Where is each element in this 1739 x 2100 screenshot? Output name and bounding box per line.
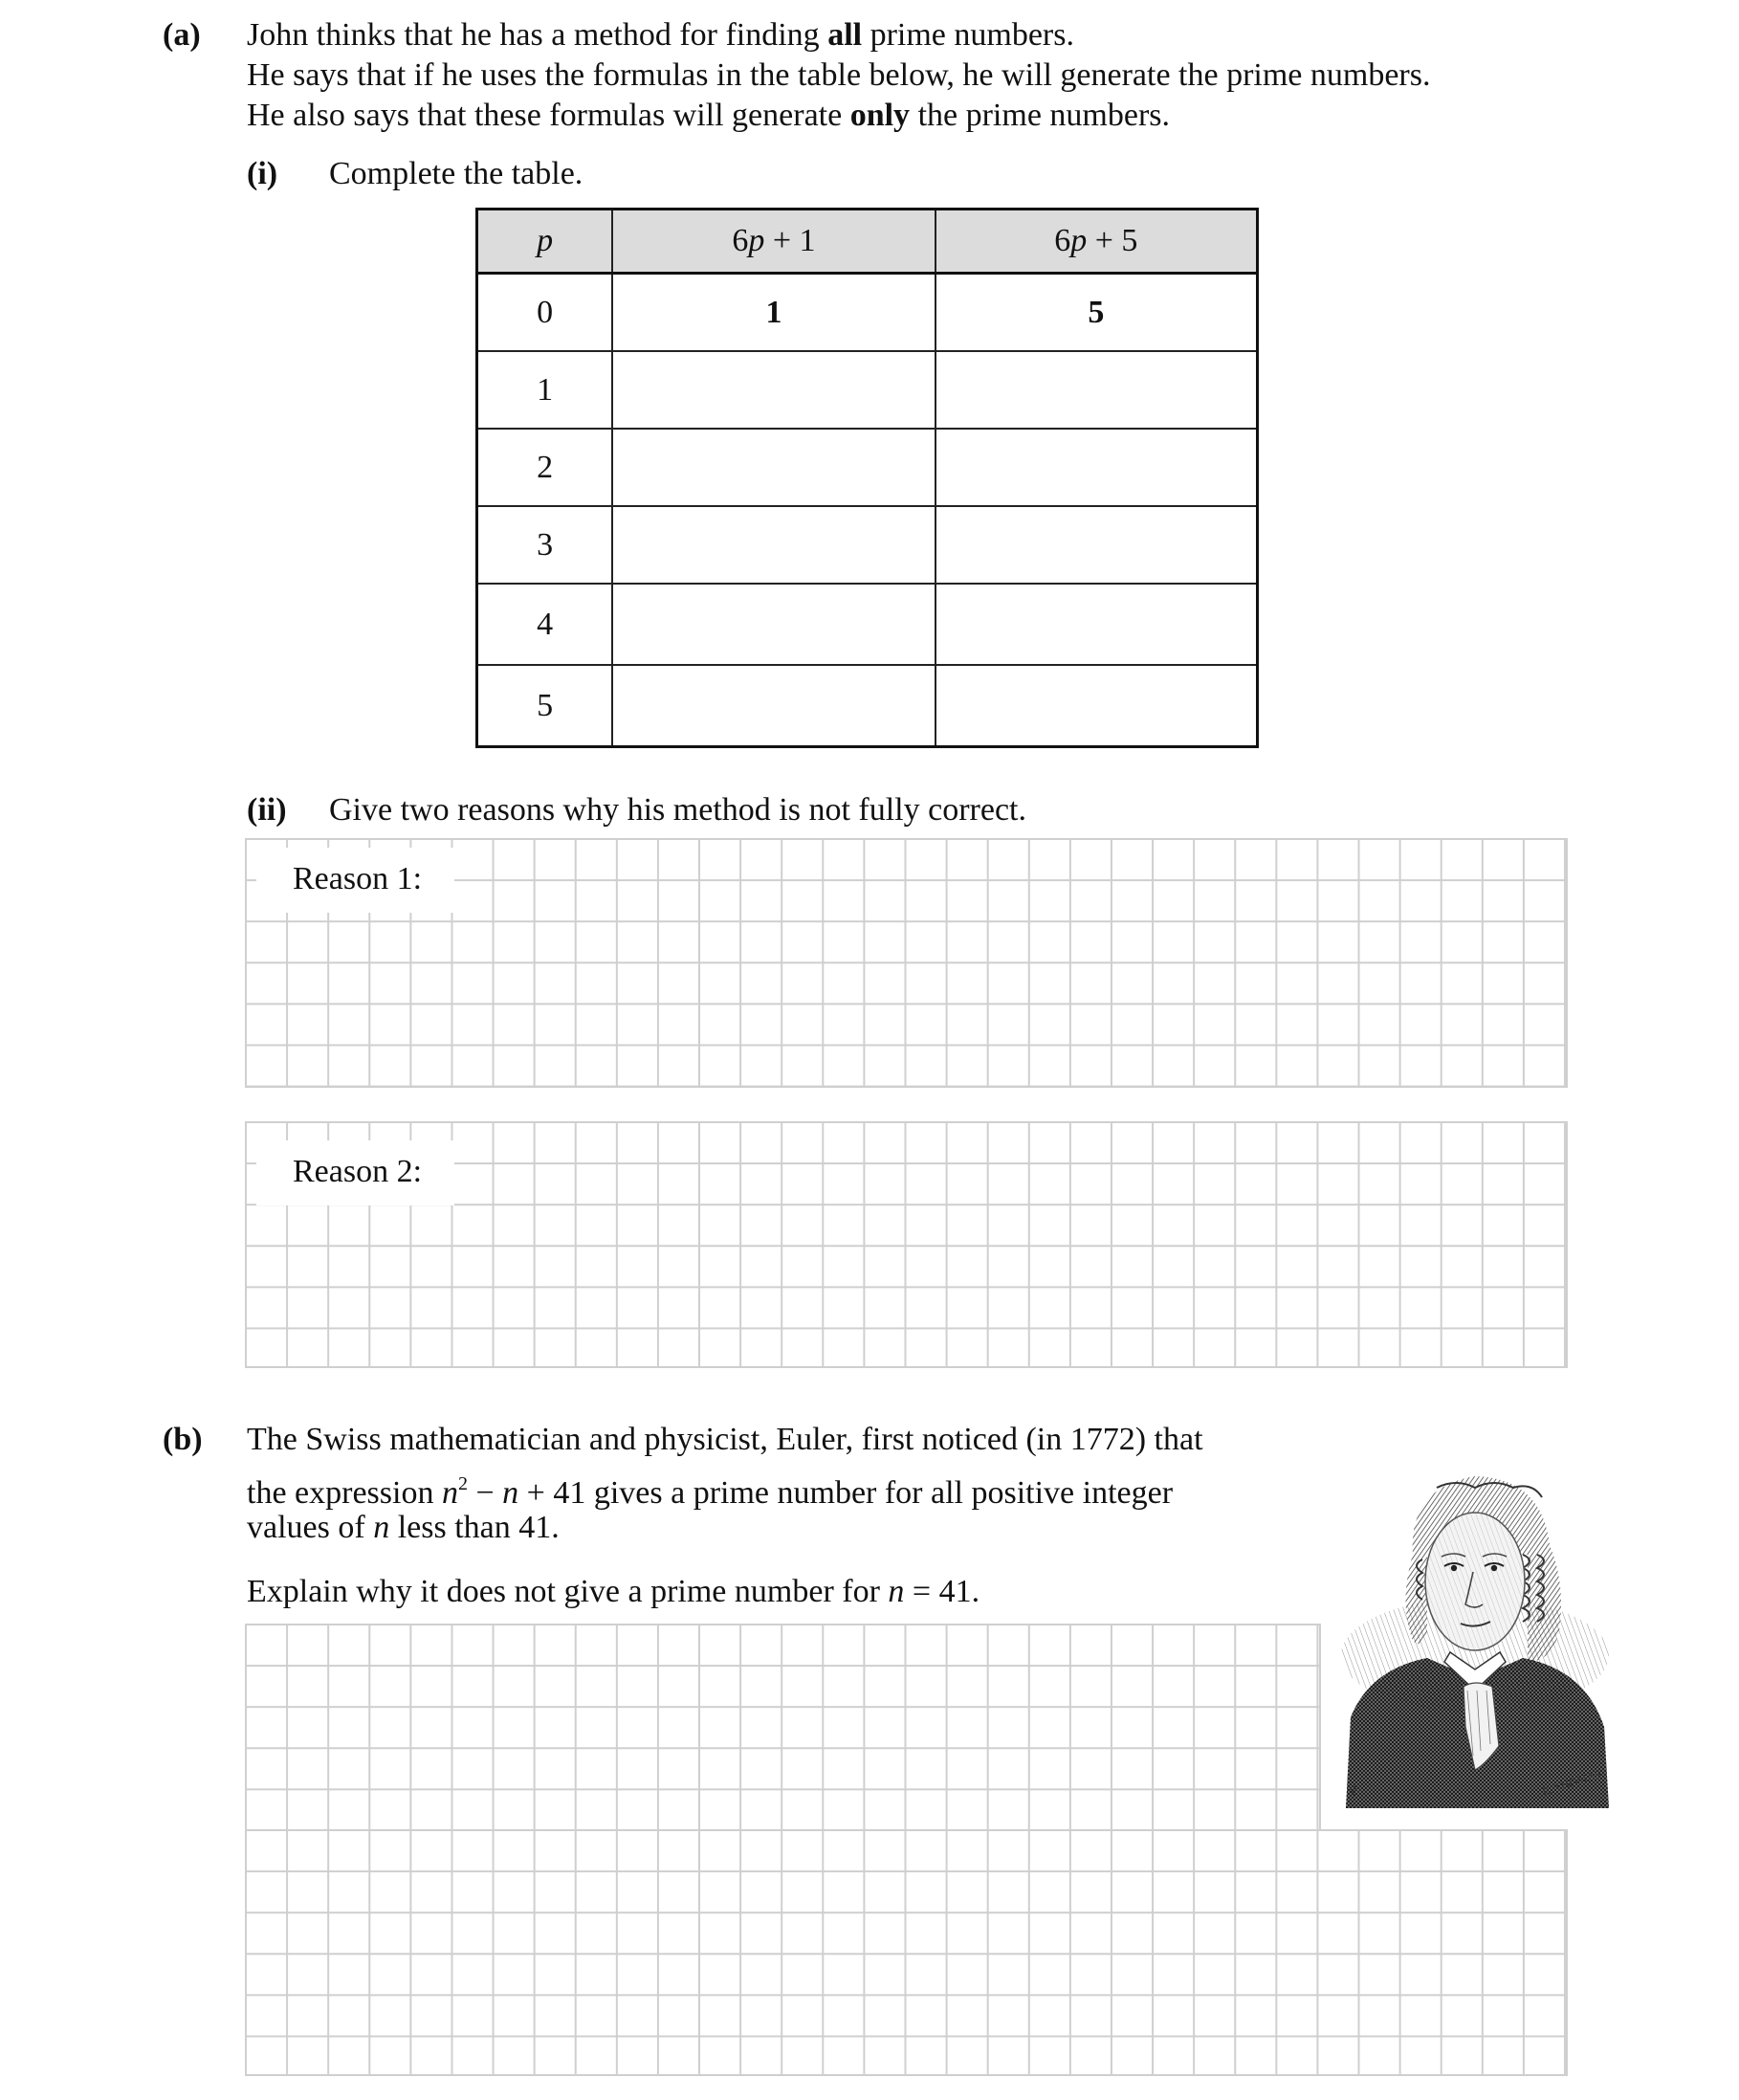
rest: + 1 bbox=[764, 223, 816, 258]
table-row bbox=[477, 351, 1258, 429]
euler-portrait-image bbox=[1332, 1440, 1618, 1813]
sub-ii-prompt: Give two reasons why his method is not fully correct. bbox=[329, 792, 1026, 828]
text: the expression bbox=[247, 1475, 442, 1511]
table-row bbox=[477, 506, 1258, 584]
answer-cell-6p-plus-1[interactable] bbox=[612, 351, 935, 429]
answer-cell-6p-plus-5[interactable] bbox=[936, 351, 1258, 429]
constant: + 41 bbox=[518, 1475, 586, 1511]
part-a-line-2: He says that if he uses the formulas in the table below, he will generate the prime numbers. bbox=[247, 57, 1431, 93]
svg-text:H.: H. bbox=[1347, 1780, 1364, 1799]
table-row bbox=[477, 274, 1258, 352]
var-n: n bbox=[502, 1475, 519, 1511]
part-a-line-1 bbox=[247, 15, 1074, 55]
emphasis-only: only bbox=[849, 98, 911, 133]
header-p bbox=[477, 210, 613, 274]
part-b-label: (b) bbox=[163, 1422, 203, 1457]
answer-cell-6p-plus-5[interactable] bbox=[936, 506, 1258, 584]
text: John thinks that he has a method for finding bbox=[247, 17, 828, 53]
part-b-line-1: The Swiss mathematician and physicist, Euler, first noticed (in 1772) that bbox=[247, 1422, 1203, 1457]
part-b-prompt bbox=[247, 1572, 980, 1612]
part-b-line-2 bbox=[247, 1464, 1173, 1514]
exponent: 2 bbox=[457, 1473, 468, 1494]
var-n: n bbox=[373, 1510, 390, 1545]
part-a-label: (a) bbox=[163, 17, 201, 53]
part-b-answer-area-lower[interactable] bbox=[245, 1829, 1568, 2076]
reason-1-answer-area[interactable] bbox=[245, 838, 1568, 1088]
cell-p: 1 bbox=[477, 351, 613, 429]
part-b-answer-area-upper[interactable] bbox=[245, 1624, 1321, 1832]
sub-i-prompt: Complete the table. bbox=[329, 156, 583, 191]
table-row bbox=[477, 584, 1258, 665]
reason-1-label: Reason 1: bbox=[256, 848, 454, 913]
var-p: p bbox=[537, 223, 554, 258]
var-p: p bbox=[748, 223, 765, 258]
part-b-line-3 bbox=[247, 1508, 560, 1548]
answer-cell-6p-plus-1[interactable] bbox=[612, 429, 935, 506]
cell-p: 3 bbox=[477, 506, 613, 584]
answer-cell-6p-plus-1[interactable] bbox=[612, 665, 935, 747]
coef: 6 bbox=[1054, 223, 1071, 258]
rest: + 5 bbox=[1087, 223, 1138, 258]
table-header-row bbox=[477, 210, 1258, 274]
reason-2-answer-area[interactable] bbox=[245, 1121, 1568, 1368]
reason-2-label: Reason 2: bbox=[256, 1140, 454, 1205]
formula-table bbox=[475, 208, 1259, 748]
cell-6p-plus-5: 5 bbox=[936, 274, 1258, 352]
header-6p-plus-5 bbox=[936, 210, 1258, 274]
coef: 6 bbox=[732, 223, 749, 258]
cell-p: 0 bbox=[477, 274, 613, 352]
var-p: p bbox=[1070, 223, 1088, 258]
minus: − bbox=[467, 1475, 503, 1511]
text: = 41. bbox=[904, 1574, 980, 1609]
cell-p: 5 bbox=[477, 665, 613, 747]
text: values of bbox=[247, 1510, 374, 1545]
portrait-signature: E. THOMAS bbox=[1540, 1766, 1603, 1799]
answer-cell-6p-plus-1[interactable] bbox=[612, 506, 935, 584]
answer-cell-6p-plus-5[interactable] bbox=[936, 584, 1258, 665]
var-n: n bbox=[441, 1475, 458, 1511]
cell-6p-plus-1: 1 bbox=[612, 274, 935, 352]
text: Explain why it does not give a prime number for bbox=[247, 1574, 889, 1609]
part-a-line-3 bbox=[247, 96, 1170, 136]
emphasis-all: all bbox=[827, 17, 863, 53]
text: less than 41. bbox=[389, 1510, 560, 1545]
var-n: n bbox=[888, 1574, 905, 1609]
text: prime numbers. bbox=[862, 17, 1074, 53]
text: He also says that these formulas will generate bbox=[247, 98, 850, 133]
cell-p: 2 bbox=[477, 429, 613, 506]
answer-cell-6p-plus-5[interactable] bbox=[936, 429, 1258, 506]
answer-cell-6p-plus-1[interactable] bbox=[612, 584, 935, 665]
answer-cell-6p-plus-5[interactable] bbox=[936, 665, 1258, 747]
sub-ii-label: (ii) bbox=[247, 792, 287, 828]
header-6p-plus-1 bbox=[612, 210, 935, 274]
text: gives a prime number for all positive integer bbox=[585, 1475, 1174, 1511]
table-row bbox=[477, 665, 1258, 747]
cell-p: 4 bbox=[477, 584, 613, 665]
sub-i-label: (i) bbox=[247, 156, 278, 191]
table-row bbox=[477, 429, 1258, 506]
text: the prime numbers. bbox=[910, 98, 1170, 133]
